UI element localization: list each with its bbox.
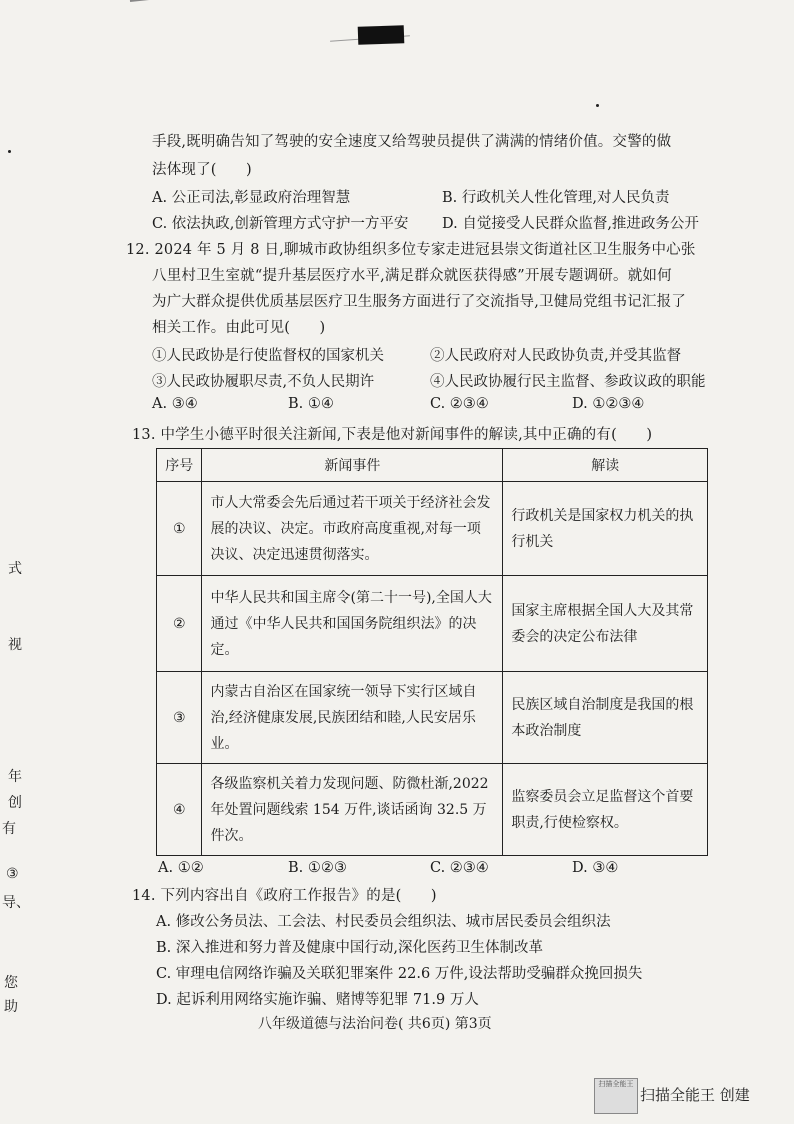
q12-statement-1: ①人民政协是行使监督权的国家机关 bbox=[152, 348, 384, 364]
q12-text-line: 八里村卫生室就“提升基层医疗水平,满足群众就医获得感”开展专题调研。就如何 bbox=[152, 268, 672, 284]
margin-fragment: 创 bbox=[8, 795, 22, 811]
q12-text-line: 相关工作。由此可见( ) bbox=[152, 320, 326, 336]
scanner-logo-icon: 扫描全能王 bbox=[594, 1078, 638, 1114]
margin-fragment: 式 bbox=[8, 561, 22, 577]
q12-option-b[interactable]: B. ①④ bbox=[288, 396, 334, 412]
margin-fragment: 有 bbox=[2, 821, 16, 837]
col-header-reading: 解读 bbox=[503, 449, 708, 482]
row-event: 中华人民共和国主席令(第二十一号),全国人大通过《中华人民共和国国务院组织法》的决定。 bbox=[202, 576, 503, 672]
table-row bbox=[157, 576, 708, 672]
q13-option-a[interactable]: A. ①② bbox=[158, 860, 204, 876]
news-table bbox=[156, 448, 708, 856]
q11-option-b[interactable]: B. 行政机关人性化管理,对人民负责 bbox=[442, 190, 670, 206]
row-reading: 行政机关是国家权力机关的执行机关 bbox=[503, 482, 708, 576]
q13-stem: 13. 中学生小德平时很关注新闻,下表是他对新闻事件的解读,其中正确的有( ) bbox=[132, 427, 653, 443]
q12-text-line: 为广大群众提供优质基层医疗卫生服务方面进行了交流指导,卫健局党组书记汇报了 bbox=[152, 294, 687, 310]
q14-option-d[interactable]: D. 起诉利用网络实施诈骗、赌博等犯罪 71.9 万人 bbox=[156, 992, 479, 1008]
row-no: ④ bbox=[157, 764, 202, 856]
q12-statement-3: ③人民政协履职尽责,不负人民期许 bbox=[152, 374, 375, 390]
margin-fragment: ③ bbox=[6, 866, 19, 882]
q13-option-c[interactable]: C. ②③④ bbox=[430, 860, 489, 876]
margin-fragment: 导、 bbox=[2, 895, 30, 911]
q12-text-line: 12. 2024 年 5 月 8 日,聊城市政协组织多位专家走进冠县崇文街道社区卫生服务中心张 bbox=[126, 242, 696, 258]
table-header-row bbox=[157, 449, 708, 482]
margin-fragment: 视 bbox=[8, 637, 22, 653]
redaction-block bbox=[358, 25, 405, 45]
row-no: ① bbox=[157, 482, 202, 576]
margin-fragment: 助 bbox=[4, 999, 18, 1015]
margin-fragment: 年 bbox=[8, 769, 22, 785]
q12-option-c[interactable]: C. ②③④ bbox=[430, 396, 489, 412]
q11-option-c[interactable]: C. 依法执政,创新管理方式守护一方平安 bbox=[152, 216, 409, 232]
row-event: 市人大常委会先后通过若干项关于经济社会发展的决议、决定。市政府高度重视,对每一项决议、决定迅速贯彻落实。 bbox=[202, 482, 503, 576]
page-footer: 八年级道德与法治问卷( 共6页) 第3页 bbox=[258, 1016, 492, 1032]
q12-statement-4: ④人民政协履行民主监督、参政议政的职能 bbox=[430, 374, 706, 390]
col-header-event: 新闻事件 bbox=[202, 449, 503, 482]
table-row bbox=[157, 764, 708, 856]
margin-fragment: 您 bbox=[4, 975, 18, 991]
q12-option-d[interactable]: D. ①②③④ bbox=[572, 396, 645, 412]
row-reading: 国家主席根据全国人大及其常委会的决定公布法律 bbox=[503, 576, 708, 672]
q14-option-b[interactable]: B. 深入推进和努力普及健康中国行动,深化医药卫生体制改革 bbox=[156, 940, 543, 956]
page-fold-mark bbox=[130, 0, 349, 2]
q14-option-c[interactable]: C. 审理电信网络诈骗及关联犯罪案件 22.6 万件,设法帮助受骗群众挽回损失 bbox=[156, 966, 643, 982]
q11-option-a[interactable]: A. 公正司法,彰显政府治理智慧 bbox=[152, 190, 351, 206]
q11-text-line: 法体现了( ) bbox=[152, 162, 252, 178]
row-reading: 监察委员会立足监督这个首要职责,行使检察权。 bbox=[503, 764, 708, 856]
table-row bbox=[157, 672, 708, 764]
q12-statement-2: ②人民政府对人民政协负责,并受其监督 bbox=[430, 348, 682, 364]
speck bbox=[8, 150, 11, 153]
row-event: 内蒙古自治区在国家统一领导下实行区域自治,经济健康发展,民族团结和睦,人民安居乐业。 bbox=[202, 672, 503, 764]
row-no: ③ bbox=[157, 672, 202, 764]
q11-option-d[interactable]: D. 自觉接受人民群众监督,推进政务公开 bbox=[442, 216, 699, 232]
q12-option-a[interactable]: A. ③④ bbox=[152, 396, 198, 412]
q11-text-line: 手段,既明确告知了驾驶的安全速度又给驾驶员提供了满满的情绪价值。交警的做 bbox=[152, 134, 672, 150]
table-row bbox=[157, 482, 708, 576]
q14-stem: 14. 下列内容出自《政府工作报告》的是( ) bbox=[132, 888, 437, 904]
row-reading: 民族区域自治制度是我国的根本政治制度 bbox=[503, 672, 708, 764]
col-header-no: 序号 bbox=[157, 449, 202, 482]
scanner-caption: 扫描全能王 创建 bbox=[640, 1086, 750, 1104]
speck bbox=[596, 104, 599, 107]
q13-option-b[interactable]: B. ①②③ bbox=[288, 860, 347, 876]
q13-option-d[interactable]: D. ③④ bbox=[572, 860, 619, 876]
row-event: 各级监察机关着力发现问题、防微杜渐,2022 年处置问题线索 154 万件,谈话函询 32.5 万件次。 bbox=[202, 764, 503, 856]
row-no: ② bbox=[157, 576, 202, 672]
q14-option-a[interactable]: A. 修改公务员法、工会法、村民委员会组织法、城市居民委员会组织法 bbox=[156, 914, 611, 930]
